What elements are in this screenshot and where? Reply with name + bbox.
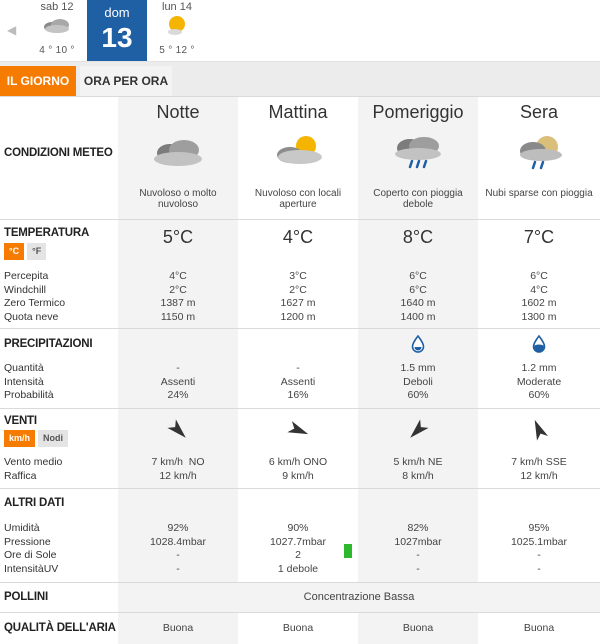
uv-value: - [537,562,541,575]
day-item-prev[interactable] [27,0,87,62]
wind-row [0,408,600,488]
label-quantity: Quantità [4,362,44,374]
raindrop-icon [532,335,546,353]
temp-evening [478,220,600,328]
perceived-value: 6°C [530,270,548,282]
other-night [118,489,238,582]
snow-value: 1150 m [160,310,196,323]
precip-night [118,329,238,408]
tab-day[interactable]: IL GIORNO [0,66,76,96]
quantity-value: 1.5 mm [400,362,436,374]
probability-value: 24% [167,389,189,401]
humidity-value: 90% [287,522,309,534]
period-evening [478,97,600,219]
air-quality-value: Buona [282,622,314,634]
uv-indicator-bar [344,544,352,558]
wind-afternoon [358,409,478,488]
wind-details [478,456,600,483]
average-value: 7 km/h SSE [511,456,567,468]
other-details [118,522,238,576]
label-windchill: Windchill [4,283,47,296]
cloudy-icon [148,133,208,171]
perceived-value: 3°C [289,270,307,282]
snow-value: 1400 m [400,310,436,323]
intensity-value: Assenti [160,375,196,388]
temperature-unit-toggle [4,243,49,261]
wind-night [118,409,238,488]
intensity-value: Assenti [280,375,316,388]
wind-unit-toggle [4,430,71,448]
label-perceived: Percepita [4,270,49,282]
air-quality-row [0,612,600,644]
precip-details [238,362,358,403]
wind-arrow-icon [405,417,431,443]
pollen-value: Concentrazione Bassa [303,591,415,603]
windchill-value: 4°C [530,283,548,296]
temp-details [118,270,238,324]
humidity-value: 95% [528,522,550,534]
other-data-row [0,488,600,582]
pressure-value: 1028.4mbar [149,535,207,548]
period-name: Notte [156,102,200,122]
day-name: dom [104,5,130,20]
other-afternoon [358,489,478,582]
precipitation-row [0,328,600,408]
precip-details [358,362,478,403]
raindrop-outline-icon [411,335,425,353]
average-value: 5 km/h NE [393,456,443,468]
precipitation-sublabels [4,362,54,403]
wind-arrow-icon [526,417,552,443]
quantity-value: - [296,362,300,374]
label-pressure: Pressione [4,535,51,548]
period-desc: Nuvoloso o molto nuvoloso [139,188,217,210]
average-value: 6 km/h ONO [268,456,328,468]
label-intensity: Intensità [4,375,44,388]
precip-details [478,362,600,403]
pressure-value: 1027.7mbar [269,535,327,548]
other-details [238,522,358,576]
precipitation-label: PRECIPITAZIONI [4,338,93,350]
pressure-value: 1027mbar [394,535,442,548]
temp-details [358,270,478,324]
other-morning [238,489,358,582]
snow-value: 1300 m [521,310,557,323]
unit-fahrenheit-button[interactable]: °F [27,243,46,260]
temp-value: 4°C [282,227,314,247]
other-details [478,522,600,576]
unit-knots-button[interactable]: Nodi [38,430,68,447]
freezing-value: 1627 m [280,297,316,309]
sun-icon [160,14,194,36]
wind-details [118,456,238,483]
gust-value: 12 km/h [159,469,197,482]
windchill-value: 6°C [409,283,427,296]
temp-night [118,220,238,328]
gust-value: 12 km/h [520,469,558,482]
unit-kmh-button[interactable]: km/h [4,430,35,447]
pollen-label: POLLINI [4,591,48,603]
intensity-value: Moderate [516,375,562,388]
period-name: Sera [519,102,559,122]
precip-afternoon [358,329,478,408]
conditions-row [0,96,600,219]
other-data-label: ALTRI DATI [4,497,65,509]
pollen-row [0,582,600,612]
period-desc: Nuvoloso con locali aperture [254,188,342,210]
wind-arrow-icon [285,417,311,443]
air-quality-value: Buona [162,622,194,634]
day-item-active[interactable] [87,0,147,62]
label-uv: IntensitàUV [4,562,59,575]
period-night [118,97,238,219]
temp-afternoon [358,220,478,328]
precip-morning [238,329,358,408]
tabs-bar [0,62,600,96]
air-quality-value: Buona [523,622,555,634]
period-name: Pomeriggio [372,102,464,122]
temperature-sublabels [4,270,65,324]
day-item-next[interactable] [147,0,207,62]
period-desc: Coperto con pioggia debole [373,188,463,210]
windchill-value: 2°C [289,283,307,296]
wind-details [238,456,358,483]
day-strip [0,0,600,62]
windchill-value: 2°C [169,283,187,296]
period-morning [238,97,358,219]
other-sublabels [4,522,58,576]
period-desc: Nubi sparse con pioggia [485,188,593,199]
conditions-label: CONDIZIONI METEO [4,147,113,159]
wind-arrow-icon [165,417,191,443]
gust-value: 9 km/h [282,469,314,482]
uv-value: 1 debole [277,562,319,575]
label-gust: Raffica [4,469,37,482]
temp-details [478,270,600,324]
quantity-value: - [176,362,180,374]
temp-morning [238,220,358,328]
wind-label: VENTI [4,415,37,427]
snow-value: 1200 m [280,310,316,323]
label-freezing: Zero Termico [4,297,66,309]
pressure-value: 1025.1mbar [510,535,568,548]
temperature-label: TEMPERATURA [4,227,90,239]
humidity-value: 92% [167,522,189,534]
wind-details [358,456,478,483]
average-value: 7 km/h NO [151,456,205,468]
label-average: Vento medio [4,456,63,468]
humidity-value: 82% [407,522,429,534]
label-snow: Quota neve [4,310,59,323]
sun-hours-value: 2 [295,549,301,561]
period-afternoon [358,97,478,219]
temp-value: 7°C [523,227,555,247]
uv-value: - [416,562,420,575]
gust-value: 8 km/h [402,469,434,482]
wind-evening [478,409,600,488]
freezing-value: 1387 m [160,297,196,309]
day-temps: 4 ° 10 ° [39,45,75,56]
sun-hours-value: - [416,549,420,561]
day-temps: 5 ° 12 ° [159,45,195,56]
label-probability: Probabilità [4,389,54,401]
day-name: lun 14 [162,1,192,13]
cloudy-icon [40,14,74,36]
other-details [358,522,478,576]
temp-value: 5°C [162,227,194,247]
tab-hourly[interactable]: ORA PER ORA [80,66,172,96]
other-evening [478,489,600,582]
probability-value: 60% [407,389,429,401]
temp-value: 8°C [402,227,434,247]
air-quality-label: QUALITÀ DELL'ARIA [4,622,116,634]
freezing-value: 1640 m [400,297,436,309]
precip-evening [478,329,600,408]
label-sun-hours: Ore di Sole [4,549,57,561]
cloud-sun-icon [268,133,328,171]
period-name: Mattina [268,102,328,122]
sun-hours-value: - [537,549,541,561]
wind-sublabels [4,456,62,483]
cloud-rain-icon [388,133,448,171]
perceived-value: 4°C [169,270,187,282]
unit-celsius-button[interactable]: °C [4,243,24,260]
probability-value: 16% [287,389,309,401]
freezing-value: 1602 m [521,297,557,309]
quantity-value: 1.2 mm [521,362,557,374]
temp-details [238,270,358,324]
sun-cloud-rain-icon [509,133,569,171]
intensity-value: Deboli [403,375,433,388]
probability-value: 60% [528,389,550,401]
uv-value: - [176,562,180,575]
label-humidity: Umidità [4,522,40,534]
sun-hours-value: - [176,549,180,561]
perceived-value: 6°C [409,270,427,282]
day-number: 13 [101,22,133,53]
wind-morning [238,409,358,488]
day-name: sab 12 [40,1,74,13]
air-quality-value: Buona [402,622,434,634]
temperature-row [0,219,600,328]
arrow-left-icon[interactable]: ◀ [7,23,17,37]
precip-details [118,362,238,403]
